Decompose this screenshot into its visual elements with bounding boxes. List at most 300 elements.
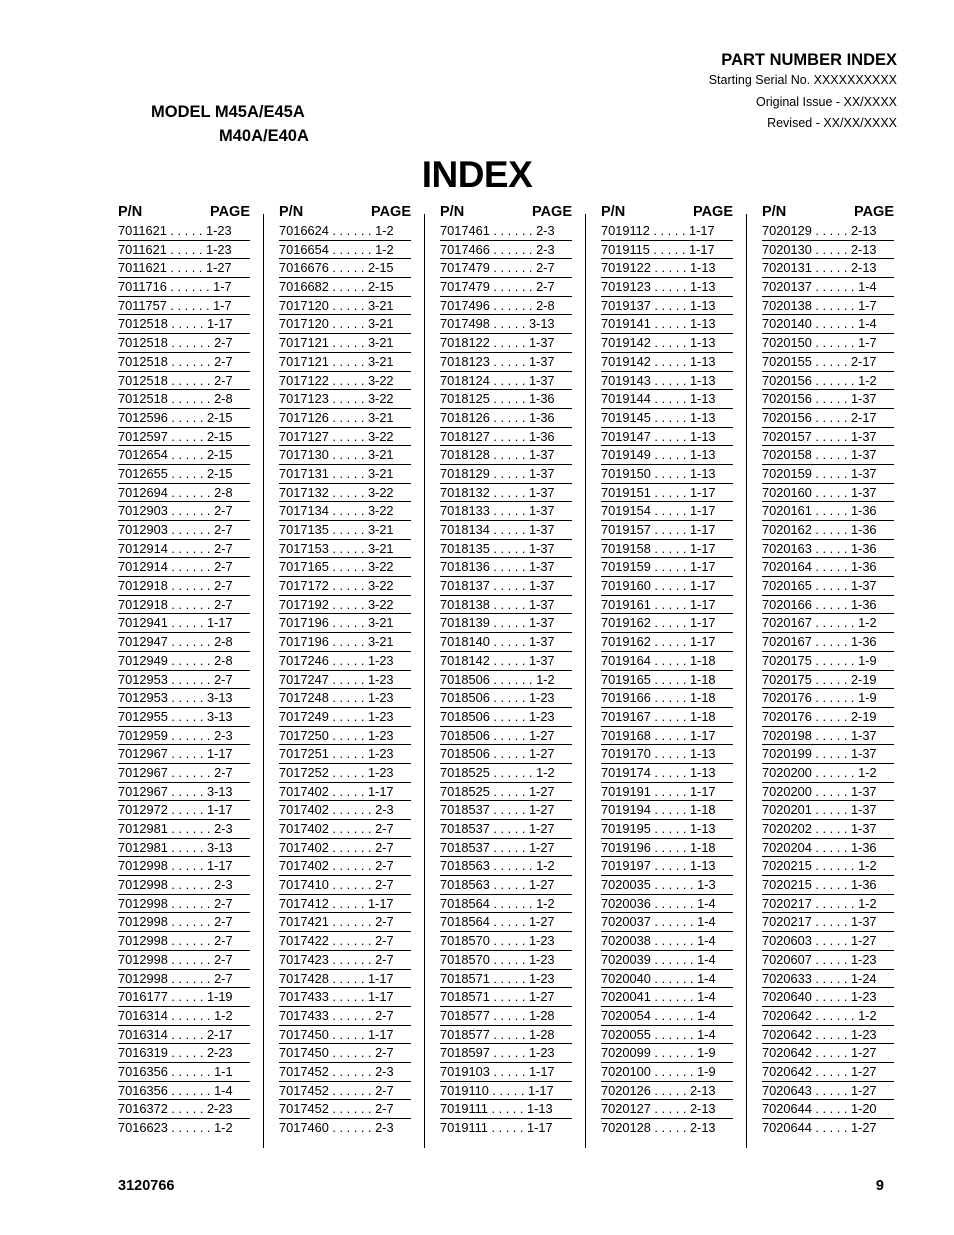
part-number: 7018537 <box>440 839 490 855</box>
page-ref: 2-3 <box>536 223 555 238</box>
page-ref: 1-27 <box>850 1120 877 1135</box>
index-entry <box>118 764 250 783</box>
page-ref: 1-4 <box>697 951 716 967</box>
leader-dots: . . . . . <box>489 802 529 818</box>
index-entry <box>118 1007 250 1026</box>
part-number: 7019159 <box>601 559 651 575</box>
page-ref: 3-13 <box>206 708 233 724</box>
page-ref: 2-7 <box>214 540 233 556</box>
leader-dots: . . . . . <box>328 540 368 556</box>
index-entry <box>118 521 250 540</box>
leader-dots: . . . . . <box>166 223 206 238</box>
page-ref: 1-13 <box>689 260 716 276</box>
page-ref: 1-23 <box>367 671 394 687</box>
part-number: 7020198 <box>762 727 812 743</box>
leader-dots: . . . . . <box>489 970 529 986</box>
leader-dots: . . . . . . <box>811 615 859 631</box>
leader-dots: . . . . . <box>650 578 690 594</box>
leader-dots: . . . . . <box>650 1101 690 1117</box>
part-number: 7017402 <box>279 839 329 855</box>
leader-dots: . . . . . . <box>167 1120 215 1135</box>
leader-dots: . . . . . . <box>650 989 698 1005</box>
page-ref: 1-36 <box>528 409 555 425</box>
page-ref: 1-17 <box>688 241 715 257</box>
part-number: 7012903 <box>118 522 168 537</box>
leader-dots: . . . . . <box>166 260 206 276</box>
model-line-2: M40A/E40A <box>219 127 309 145</box>
page-ref: 1-23 <box>850 1026 877 1042</box>
part-number: 7018139 <box>440 615 490 631</box>
page-ref: 1-27 <box>205 260 232 276</box>
leader-dots: . . . . . <box>650 1120 690 1135</box>
part-number: 7012949 <box>118 652 168 668</box>
leader-dots: . . . . . <box>811 783 851 799</box>
page-ref: 1-9 <box>858 690 877 706</box>
part-number: 7012654 <box>118 447 168 463</box>
index-entry <box>601 1044 733 1063</box>
part-number: 7020603 <box>762 933 812 949</box>
part-number: 7012914 <box>118 540 168 556</box>
leader-dots: . . . . . <box>328 596 368 612</box>
part-number: 7020131 <box>762 260 812 276</box>
page-ref: 2-7 <box>375 1101 394 1117</box>
leader-dots: . . . . . <box>650 1082 690 1098</box>
page-ref: 1-37 <box>850 465 877 481</box>
part-number: 7020127 <box>601 1101 651 1117</box>
part-number: 7018563 <box>440 877 490 893</box>
index-entry <box>762 839 894 858</box>
part-number: 7016356 <box>118 1063 168 1079</box>
leader-dots: . . . . . <box>650 727 690 743</box>
leader-dots: . . . . . <box>811 708 851 724</box>
index-entry <box>118 315 250 334</box>
leader-dots: . . . . . <box>811 1045 851 1061</box>
part-number: 7019165 <box>601 671 651 687</box>
part-number: 7016654 <box>279 241 329 257</box>
part-number: 7017127 <box>279 428 329 444</box>
index-entry <box>279 727 411 746</box>
part-number: 7020164 <box>762 559 812 575</box>
page-ref: 1-13 <box>689 465 716 481</box>
index-entry <box>601 689 733 708</box>
page-ref: 1-17 <box>367 783 394 799</box>
part-number: 7018506 <box>440 708 490 724</box>
leader-dots: . . . . . . <box>167 764 215 780</box>
page-ref: 1-13 <box>689 372 716 388</box>
leader-dots: . . . . . . <box>328 241 376 257</box>
page-ref: 1-37 <box>850 802 877 818</box>
index-entry <box>118 222 250 241</box>
index-entry <box>118 1119 250 1138</box>
page-ref: 1-24 <box>850 970 877 986</box>
leader-dots: . . . . . <box>489 1063 529 1079</box>
leader-dots: . . . . . . <box>167 540 215 556</box>
part-number: 7017247 <box>279 671 329 687</box>
leader-dots: . . . . . <box>489 727 529 743</box>
index-entry <box>279 577 411 596</box>
leader-dots: . . . . . . <box>650 895 698 911</box>
index-entry <box>601 652 733 671</box>
part-number: 7020200 <box>762 764 812 780</box>
index-entry <box>762 745 894 764</box>
page-ref: 3-13 <box>206 783 233 799</box>
leader-dots: . . . . . <box>489 484 529 500</box>
part-number: 7012967 <box>118 764 168 780</box>
leader-dots: . . . . . <box>328 764 368 780</box>
index-entry <box>118 951 250 970</box>
page-ref: 1-2 <box>214 1120 233 1135</box>
index-entry <box>440 1026 572 1045</box>
page-ref: 1-23 <box>528 951 555 967</box>
part-number: 7018124 <box>440 372 490 388</box>
index-entry <box>279 502 411 521</box>
leader-dots: . . . . . . <box>489 895 537 911</box>
index-entry <box>762 727 894 746</box>
page-ref: 1-37 <box>528 503 555 519</box>
part-number: 7017131 <box>279 465 329 481</box>
leader-dots: . . . . . <box>328 316 368 332</box>
leader-dots: . . . . . <box>167 465 207 481</box>
leader-dots: . . . . . <box>650 335 690 351</box>
page-ref: 1-4 <box>858 279 877 295</box>
part-number: 7020167 <box>762 634 812 650</box>
part-number: 7018564 <box>440 914 490 930</box>
index-entry <box>601 465 733 484</box>
index-entry <box>279 820 411 839</box>
page-ref: 2-15 <box>206 428 233 444</box>
index-entry <box>279 801 411 820</box>
page-ref: 2-23 <box>206 1045 233 1061</box>
index-entry <box>118 502 250 521</box>
index-entry <box>762 652 894 671</box>
part-number: 7012967 <box>118 783 168 799</box>
index-entry <box>440 801 572 820</box>
index-entry <box>601 1026 733 1045</box>
index-entry <box>601 521 733 540</box>
part-number: 7017452 <box>279 1101 329 1117</box>
index-entry <box>279 596 411 615</box>
index-entry <box>279 540 411 559</box>
part-number: 7012998 <box>118 933 168 949</box>
index-entry <box>279 857 411 876</box>
page-ref: 3-21 <box>367 522 394 537</box>
part-number: 7017122 <box>279 372 329 388</box>
index-entry <box>762 1063 894 1082</box>
part-number: 7012914 <box>118 559 168 575</box>
index-entry <box>601 1082 733 1101</box>
leader-dots: . . . . . <box>328 895 368 911</box>
index-entry <box>440 764 572 783</box>
page-ref: 3-21 <box>367 540 394 556</box>
part-number: 7018577 <box>440 1026 490 1042</box>
index-entry <box>601 783 733 802</box>
part-number: 7020038 <box>601 933 651 949</box>
index-entry <box>601 409 733 428</box>
index-entry <box>279 839 411 858</box>
index-column-3 <box>440 202 572 1138</box>
page-ref: 1-27 <box>850 933 877 949</box>
leader-dots: . . . . . . <box>167 578 215 594</box>
page-ref: 1-13 <box>689 746 716 762</box>
part-number: 7012998 <box>118 877 168 893</box>
page-ref: 3-22 <box>367 559 394 575</box>
index-entry <box>762 783 894 802</box>
page-ref: 2-13 <box>689 1120 716 1135</box>
index-entry <box>118 577 250 596</box>
index-entry <box>601 876 733 895</box>
part-number: 7019154 <box>601 503 651 519</box>
index-entry <box>279 428 411 447</box>
leader-dots: . . . . . . <box>167 895 215 911</box>
page-ref: 1-23 <box>367 708 394 724</box>
page-ref: 2-7 <box>375 858 394 874</box>
page-ref: 1-17 <box>367 970 394 986</box>
index-entry <box>762 446 894 465</box>
page-number: 9 <box>875 1178 884 1194</box>
index-entry <box>440 540 572 559</box>
page-ref: 1-36 <box>850 877 877 893</box>
index-entry <box>440 353 572 372</box>
part-number: 7020633 <box>762 970 812 986</box>
page-ref: 1-17 <box>206 615 233 631</box>
page-ref: 3-13 <box>206 839 233 855</box>
pn-header: P/N <box>440 204 465 220</box>
part-number: 7017196 <box>279 615 329 631</box>
leader-dots: . . . . . . <box>167 484 215 500</box>
leader-dots: . . . . . . <box>650 1063 698 1079</box>
leader-dots: . . . . . <box>167 690 207 706</box>
leader-dots: . . . . . <box>811 989 851 1005</box>
page-ref: 1-4 <box>697 914 716 930</box>
part-number: 7011621 <box>118 223 167 238</box>
part-number: 7018135 <box>440 540 490 556</box>
part-number: 7012953 <box>118 690 168 706</box>
index-entry <box>762 596 894 615</box>
leader-dots: . . . . . <box>167 1045 207 1061</box>
pn-header: P/N <box>601 204 626 220</box>
page-ref: 3-22 <box>367 428 394 444</box>
column-divider <box>746 214 747 1148</box>
page-ref: 2-23 <box>206 1101 233 1117</box>
page-ref: 3-21 <box>367 409 394 425</box>
leader-dots: . . . . . <box>650 297 690 313</box>
part-number: 7018506 <box>440 671 490 687</box>
index-entry <box>601 241 733 260</box>
page-ref: 1-23 <box>205 223 232 238</box>
page-ref: 1-9 <box>858 652 877 668</box>
index-entry <box>762 671 894 690</box>
part-number: 7020199 <box>762 746 812 762</box>
page-ref: 1-2 <box>536 858 555 874</box>
leader-dots: . . . . . <box>811 540 851 556</box>
part-number: 7020175 <box>762 671 812 687</box>
part-number: 7020175 <box>762 652 812 668</box>
page-ref: 1-17 <box>688 223 715 238</box>
leader-dots: . . . . . . <box>811 1007 859 1023</box>
index-entry <box>118 465 250 484</box>
leader-dots: . . . . . <box>650 596 690 612</box>
page-ref: 1-17 <box>689 615 716 631</box>
leader-dots: . . . . . <box>167 1026 207 1042</box>
page-ref: 1-4 <box>697 933 716 949</box>
part-number: 7020215 <box>762 877 812 893</box>
page-ref: 1-27 <box>850 1063 877 1079</box>
page-ref: 1-23 <box>367 764 394 780</box>
index-entry <box>279 895 411 914</box>
leader-dots: . . . . . . <box>811 297 859 313</box>
part-number: 7019147 <box>601 428 651 444</box>
column-divider <box>585 214 586 1148</box>
index-entry <box>762 764 894 783</box>
page-ref: 1-17 <box>689 540 716 556</box>
page-ref: 1-37 <box>528 484 555 500</box>
page-ref: 1-17 <box>528 1063 555 1079</box>
section-title: PART NUMBER INDEX <box>721 51 897 69</box>
page-ref: 2-3 <box>214 727 233 743</box>
page-ref: 2-15 <box>206 447 233 463</box>
page-ref: 3-22 <box>367 578 394 594</box>
part-number: 7020156 <box>762 372 812 388</box>
part-number: 7017130 <box>279 447 329 463</box>
leader-dots: . . . . . <box>167 783 207 799</box>
index-entry <box>118 596 250 615</box>
part-number: 7017402 <box>279 858 329 874</box>
part-number: 7018537 <box>440 802 490 818</box>
index-entry <box>601 1100 733 1119</box>
index-entry <box>601 428 733 447</box>
index-entry <box>279 783 411 802</box>
leader-dots: . . . . . <box>489 372 529 388</box>
leader-dots: . . . . . <box>811 802 851 818</box>
index-entry <box>762 484 894 503</box>
part-number: 7019141 <box>601 316 651 332</box>
index-entry <box>762 521 894 540</box>
index-entry <box>440 390 572 409</box>
leader-dots: . . . . . <box>650 671 690 687</box>
page-ref: 1-37 <box>528 335 555 351</box>
page-ref: 1-37 <box>850 447 877 463</box>
page-ref: 1-2 <box>858 764 877 780</box>
part-number: 7016319 <box>118 1045 168 1061</box>
page-ref: 1-7 <box>858 297 877 313</box>
part-number: 7012998 <box>118 914 168 930</box>
leader-dots: . . . . . <box>650 484 690 500</box>
index-entry <box>279 1063 411 1082</box>
index-entry <box>440 671 572 690</box>
index-entry <box>440 222 572 241</box>
part-number: 7020159 <box>762 465 812 481</box>
part-number: 7018133 <box>440 503 490 519</box>
leader-dots: . . . . . . <box>167 652 215 668</box>
leader-dots: . . . . . <box>811 1101 851 1117</box>
part-number: 7018134 <box>440 522 490 537</box>
part-number: 7018132 <box>440 484 490 500</box>
part-number: 7020217 <box>762 914 812 930</box>
page-ref: 1-37 <box>528 465 555 481</box>
leader-dots: . . . . . <box>328 690 368 706</box>
page-ref: 3-22 <box>367 503 394 519</box>
index-entry <box>440 428 572 447</box>
index-entry <box>279 334 411 353</box>
page-ref: 1-23 <box>367 690 394 706</box>
leader-dots: . . . . . . <box>167 522 215 537</box>
page-ref: 1-17 <box>689 596 716 612</box>
part-number: 7020040 <box>601 970 651 986</box>
index-entry <box>762 689 894 708</box>
part-number: 7018506 <box>440 746 490 762</box>
leader-dots: . . . . . . <box>167 596 215 612</box>
leader-dots: . . . . . . <box>328 877 376 893</box>
index-entry <box>440 465 572 484</box>
part-number: 7020037 <box>601 914 651 930</box>
leader-dots: . . . . . . <box>811 690 859 706</box>
page-ref: 2-8 <box>214 484 233 500</box>
part-number: 7018577 <box>440 1007 490 1023</box>
page-ref: 2-3 <box>375 802 394 818</box>
part-number: 7019150 <box>601 465 651 481</box>
leader-dots: . . . . . <box>811 821 851 836</box>
page-ref: 3-22 <box>367 484 394 500</box>
leader-dots: . . . . . <box>328 465 368 481</box>
leader-dots: . . . . . . <box>489 858 537 874</box>
leader-dots: . . . . . <box>489 559 529 575</box>
index-entry <box>118 241 250 260</box>
page-ref: 1-27 <box>528 989 555 1005</box>
leader-dots: . . . . . . <box>489 279 537 295</box>
index-entry <box>440 521 572 540</box>
index-entry <box>762 820 894 839</box>
part-number: 7017123 <box>279 391 329 407</box>
part-number: 7017153 <box>279 540 329 556</box>
part-number: 7016356 <box>118 1082 168 1098</box>
page-ref: 1-37 <box>528 559 555 575</box>
part-number: 7019111 <box>440 1101 488 1117</box>
leader-dots: . . . . . . <box>328 223 376 238</box>
page-ref: 1-2 <box>858 372 877 388</box>
index-entry <box>440 446 572 465</box>
leader-dots: . . . . . <box>650 821 690 836</box>
page-ref: 1-17 <box>527 1082 554 1098</box>
part-number: 7020165 <box>762 578 812 594</box>
page-ref: 1-4 <box>697 895 716 911</box>
leader-dots: . . . . . . <box>650 933 698 949</box>
leader-dots: . . . . . . <box>166 297 214 313</box>
leader-dots: . . . . . <box>811 447 851 463</box>
index-entry <box>440 727 572 746</box>
leader-dots: . . . . . . <box>328 858 376 874</box>
part-number: 7019115 <box>601 241 650 257</box>
part-number: 7020035 <box>601 877 651 893</box>
leader-dots: . . . . . . <box>489 297 537 313</box>
part-number: 7020100 <box>601 1063 651 1079</box>
index-entry <box>762 334 894 353</box>
index-entry <box>440 614 572 633</box>
index-entry <box>762 614 894 633</box>
index-entry <box>762 540 894 559</box>
index-entry <box>601 353 733 372</box>
part-number: 7011621 <box>118 260 167 276</box>
leader-dots: . . . . . . <box>328 839 376 855</box>
index-entry <box>279 1026 411 1045</box>
index-entry <box>279 353 411 372</box>
page-header: PAGE <box>209 204 250 220</box>
page-ref: 2-13 <box>689 1101 716 1117</box>
leader-dots: . . . . . <box>650 316 690 332</box>
leader-dots: . . . . . <box>650 652 690 668</box>
page-ref: 2-8 <box>536 297 555 313</box>
page-ref: 1-19 <box>206 989 233 1005</box>
index-entry <box>601 671 733 690</box>
